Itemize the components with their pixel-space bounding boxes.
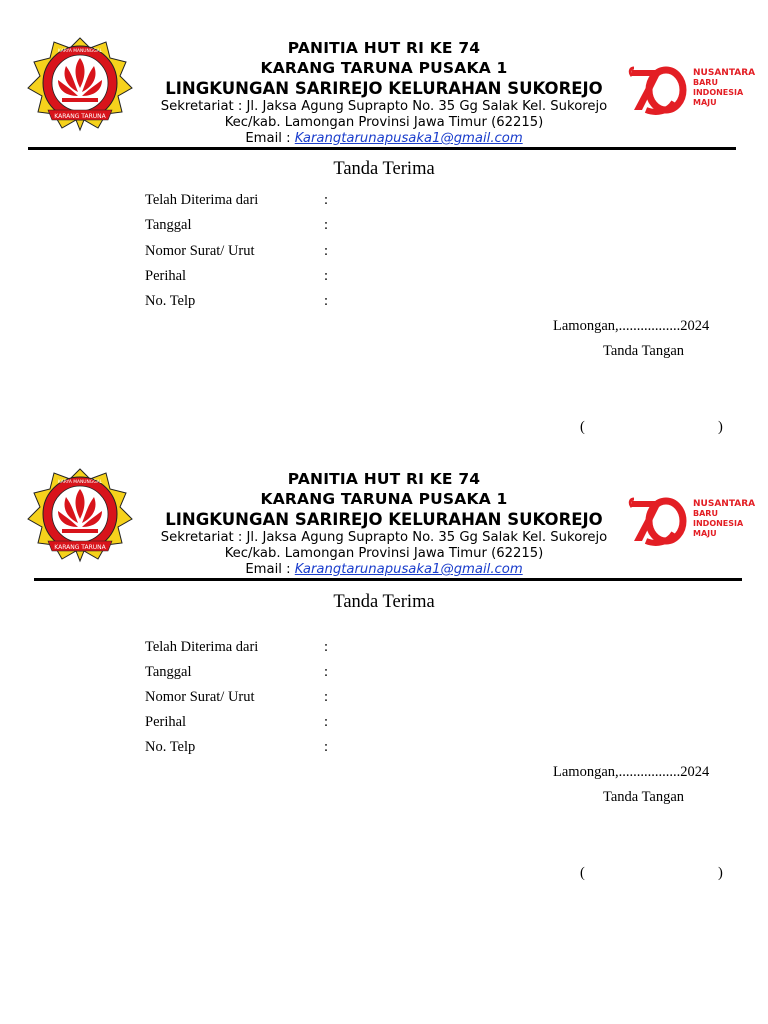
field-label-date: Tanggal	[145, 664, 192, 680]
receipt-1	[0, 0, 768, 440]
svg-text:KARANG TARUNA: KARANG TARUNA	[54, 113, 106, 120]
email-link[interactable]: Karangtarunapusaka1@gmail.com	[294, 562, 523, 577]
email-line	[130, 131, 638, 147]
field-colon: :	[324, 639, 329, 655]
header-line-2: KARANG TARUNA PUSAKA 1	[260, 490, 508, 508]
svg-text:KARYA MANUNGGAL: KARYA MANUNGGAL	[57, 49, 103, 54]
field-colon: :	[324, 293, 329, 309]
field-colon: :	[324, 689, 329, 705]
svg-text:MAJU: MAJU	[693, 529, 717, 538]
signature-name-open-paren: (	[580, 865, 585, 881]
email-line	[130, 562, 638, 578]
header-line-3: LINGKUNGAN SARIREJO KELURAHAN SUKOREJO	[165, 79, 603, 98]
svg-text:BARU: BARU	[693, 509, 718, 518]
letterhead	[130, 469, 638, 578]
signature-label: Tanda Tangan	[603, 343, 685, 359]
field-label-date: Tanggal	[145, 217, 192, 233]
field-label-subject: Perihal	[145, 714, 187, 730]
svg-text:BARU: BARU	[693, 78, 718, 87]
svg-text:NUSANTARA: NUSANTARA	[693, 499, 756, 509]
karang-taruna-emblem-icon	[26, 467, 134, 563]
karang-taruna-emblem-icon	[26, 36, 134, 132]
svg-text:KARYA MANUNGGAL: KARYA MANUNGGAL	[57, 480, 103, 485]
field-label-letter-number: Nomor Surat/ Urut	[145, 243, 255, 259]
field-colon: :	[324, 739, 329, 755]
field-colon: :	[324, 714, 329, 730]
header-line-1: PANITIA HUT RI KE 74	[287, 470, 481, 488]
field-label-received-from: Telah Diterima dari	[145, 192, 259, 208]
header-line-1: PANITIA HUT RI KE 74	[287, 39, 481, 57]
signature-name-close-paren: )	[718, 865, 723, 881]
field-label-subject: Perihal	[145, 268, 187, 284]
email-label: Email :	[245, 562, 295, 577]
header-line-3: LINGKUNGAN SARIREJO KELURAHAN SUKOREJO	[165, 510, 603, 529]
signature-label: Tanda Tangan	[603, 789, 685, 805]
header-divider	[28, 147, 736, 150]
address-line-1: Sekretariat : Jl. Jaksa Agung Suprapto No. 35 Gg Salak Kel. Sukorejo	[160, 530, 608, 545]
field-colon: :	[324, 664, 329, 680]
field-label-letter-number: Nomor Surat/ Urut	[145, 689, 255, 705]
receipt-title: Tanda Terima	[333, 159, 435, 179]
svg-text:INDONESIA: INDONESIA	[693, 519, 744, 528]
signature-name-close-paren: )	[718, 419, 723, 435]
svg-text:KARANG TARUNA: KARANG TARUNA	[54, 544, 106, 551]
field-colon: :	[324, 192, 329, 208]
place-date: Lamongan,.................2024	[553, 764, 710, 780]
address-line-2: Kec/kab. Lamongan Provinsi Jawa Timur (62215)	[224, 115, 544, 130]
header-divider	[34, 578, 742, 581]
svg-text:NUSANTARA: NUSANTARA	[693, 68, 756, 78]
address-line-2: Kec/kab. Lamongan Provinsi Jawa Timur (62215)	[224, 546, 544, 561]
field-colon: :	[324, 217, 329, 233]
place-date: Lamongan,.................2024	[553, 318, 710, 334]
signature-name-open-paren: (	[580, 419, 585, 435]
receipt-2	[0, 431, 768, 881]
field-label-phone: No. Telp	[145, 293, 196, 309]
hut-ri-79-logo-icon	[626, 62, 756, 118]
header-line-2: KARANG TARUNA PUSAKA 1	[260, 59, 508, 77]
svg-text:MAJU: MAJU	[693, 98, 717, 107]
field-label-phone: No. Telp	[145, 739, 196, 755]
field-label-received-from: Telah Diterima dari	[145, 639, 259, 655]
receipt-title: Tanda Terima	[333, 592, 435, 612]
svg-text:INDONESIA: INDONESIA	[693, 88, 744, 97]
address-line-1: Sekretariat : Jl. Jaksa Agung Suprapto No. 35 Gg Salak Kel. Sukorejo	[160, 99, 608, 114]
field-colon: :	[324, 268, 329, 284]
hut-ri-79-logo-icon	[626, 493, 756, 549]
field-colon: :	[324, 243, 329, 259]
email-label: Email :	[245, 131, 295, 146]
email-link[interactable]: Karangtarunapusaka1@gmail.com	[294, 131, 523, 146]
letterhead	[130, 38, 638, 147]
